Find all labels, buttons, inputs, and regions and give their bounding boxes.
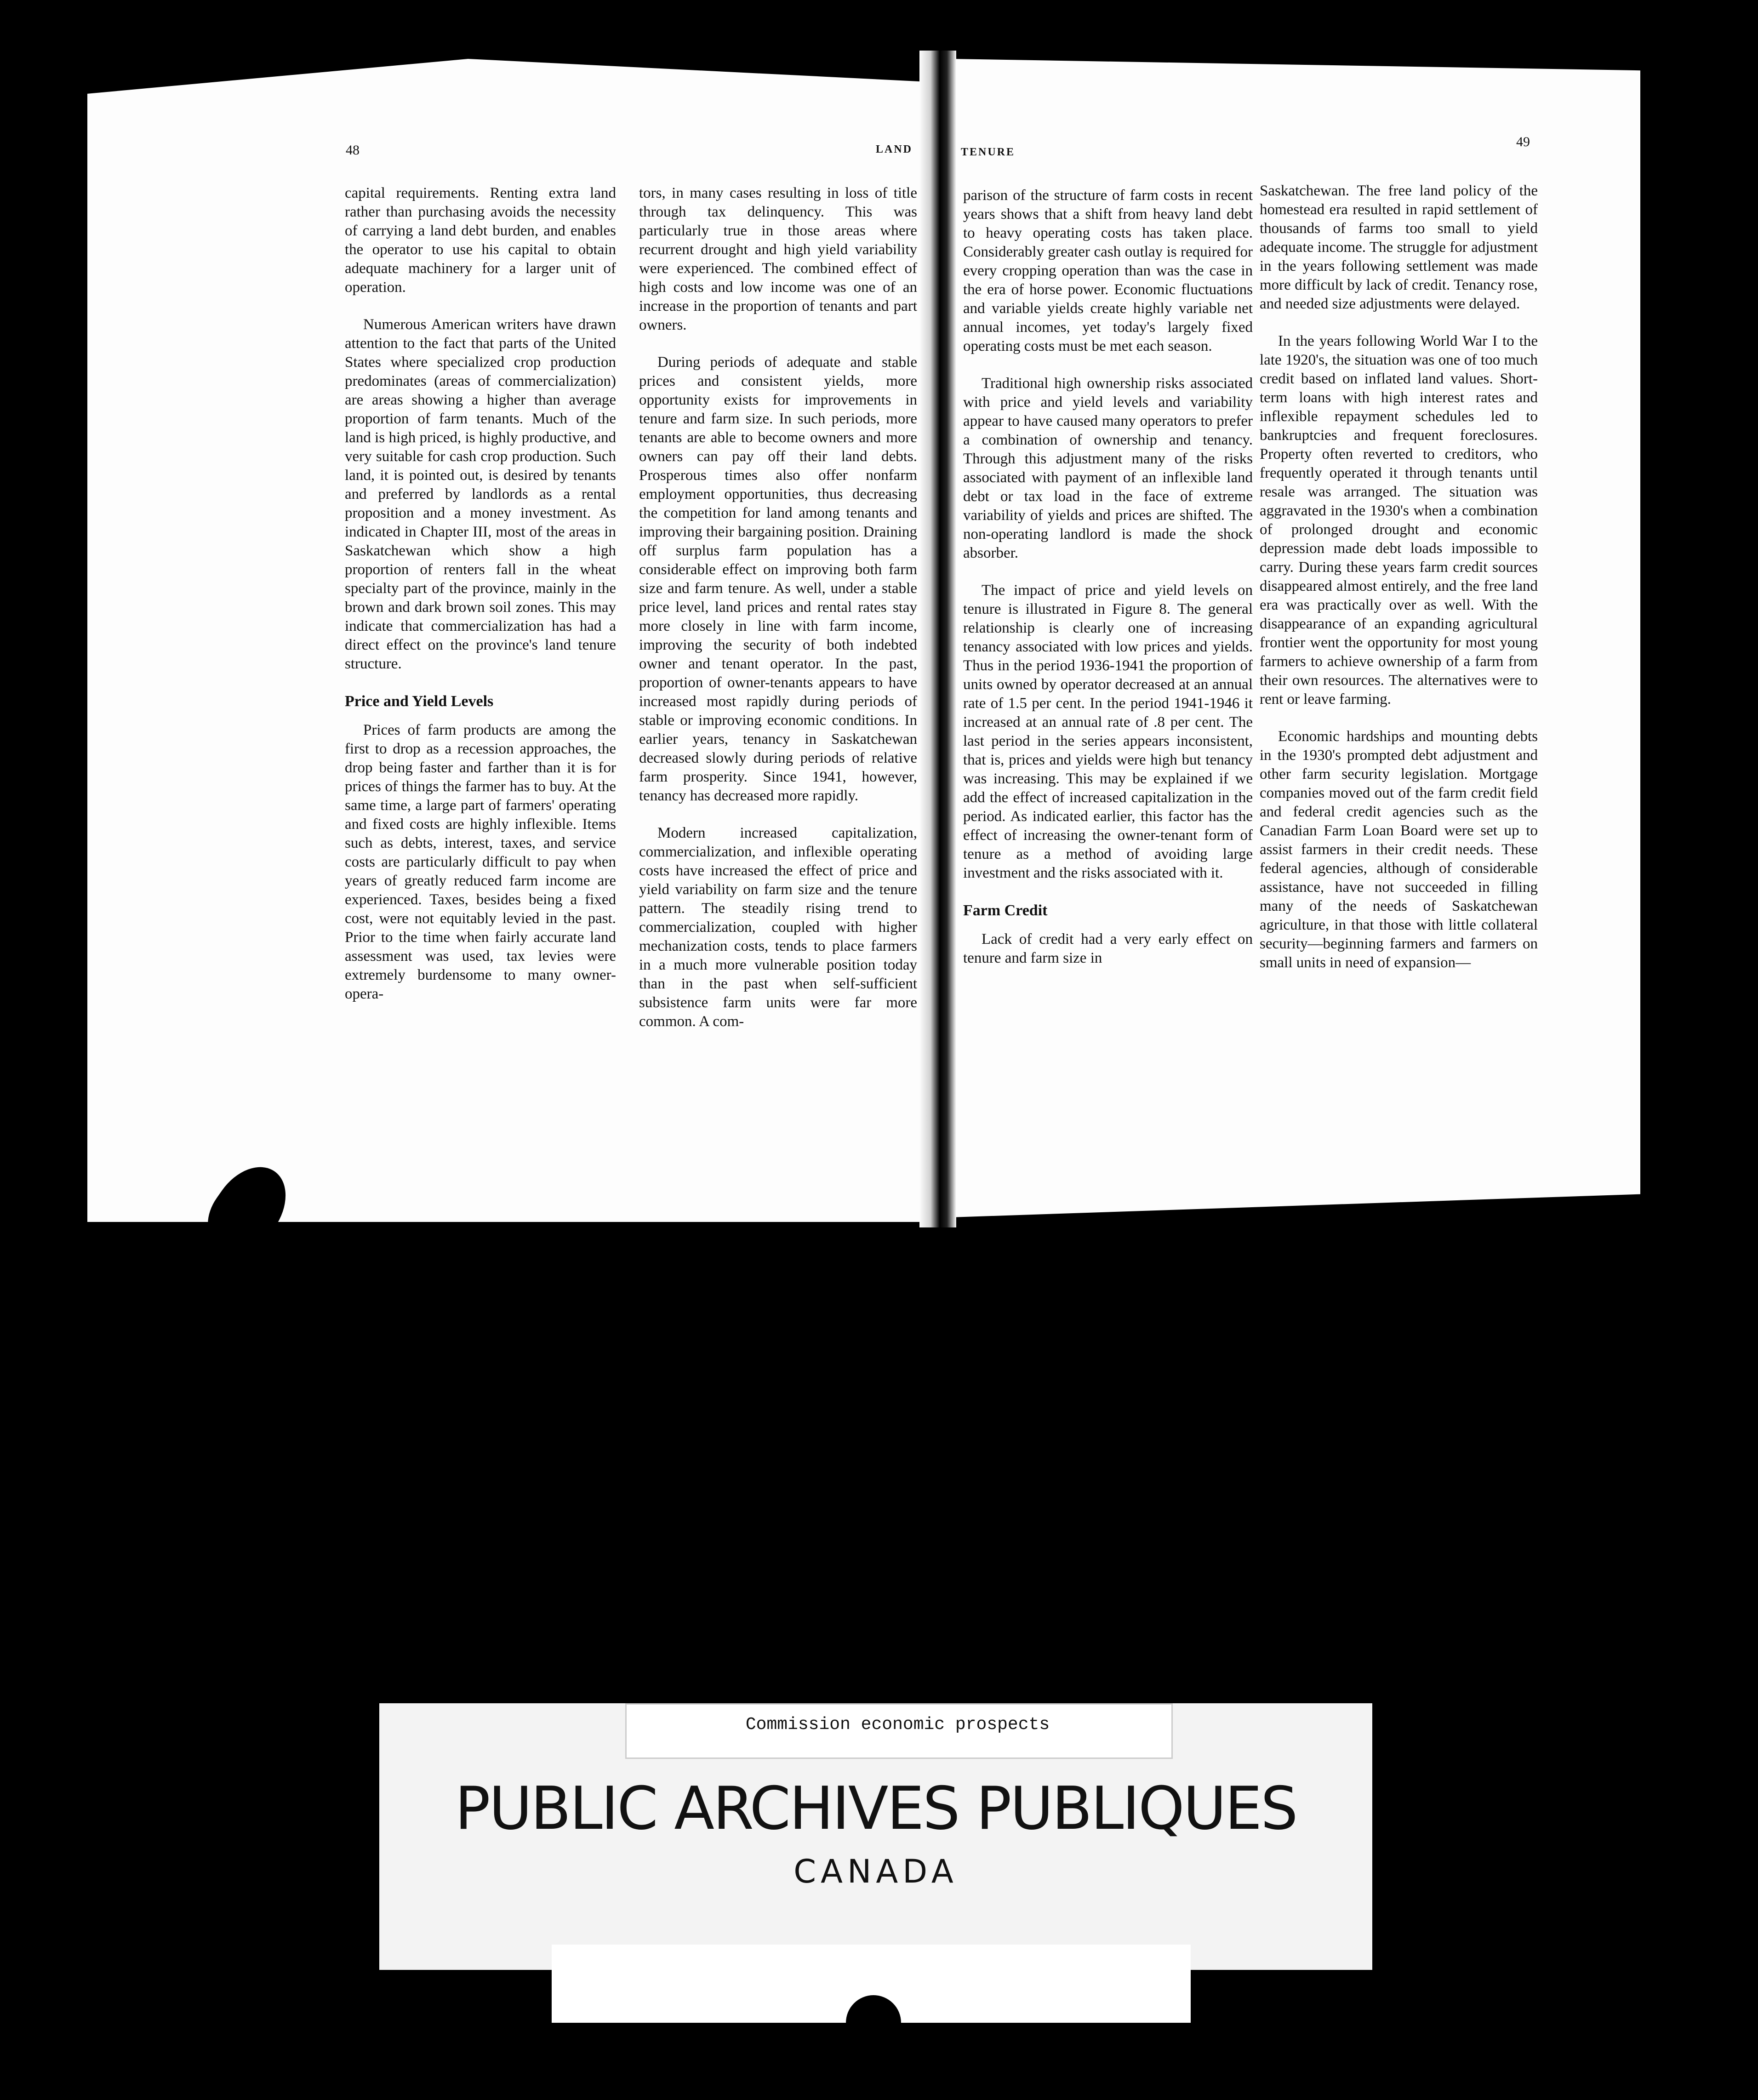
right-column-1 — [963, 186, 1253, 986]
paragraph: The impact of price and yield levels on tenure is illustrated in Figure 8. The general relationship is clearly one of increasing tenancy associated with low prices and yields. Thus in the period 1936-1941 the proportion of units owned by operator decreased at an annual rate of 1.5 per cent. In the period 1941-1946 it increased at an annual rate of .8 per cent. The last period in the series appears inconsistent, that is, prices and yields were high but tenancy was increasing. This may be explained if we add the effect of increased capitalization in the period. As indicated earlier, this factor has the effect of increasing the owner-tenant form of tenure as a method of avoiding large investment and the risks associated with it. — [963, 582, 1253, 881]
section-heading: Farm Credit — [963, 902, 1048, 919]
right-column-2 — [1260, 182, 1538, 991]
page-number-left: 48 — [346, 143, 360, 158]
paragraph: Modern increased capitalization, commercialization, and inflexible operating costs have increased the effect of price and yield variability on farm size and the tenure pattern. The steadily rising trend to commercialization, coupled with higher mechanization costs, tends to place farmers in a much more vulnerable position today than in the past when self-sufficient subsistence farm units were far more common. A com- — [639, 825, 917, 1030]
paragraph: tors, in many cases resulting in loss of title through tax delinquency. This was particularly true in those areas where recurrent drought and high yield variability were experienced. The combined effect of high costs and low income was one of an increase in the proportion of tenants and part owners. — [639, 185, 917, 333]
section-heading: Price and Yield Levels — [345, 693, 494, 710]
paragraph: Traditional high ownership risks associated with price and yield levels and variability appear to have caused many operators to prefer a combination of ownership and tenancy. Through this adjustment many of the risks associated with payment of an inflexible land debt or tax load in the face of extreme variability of yields and prices are shifted. The non-operating landlord is made the shock absorber. — [963, 375, 1253, 561]
stamp-title: PUBLIC ARCHIVES PUBLIQUES — [455, 1775, 1297, 1843]
running-head-left: LAND — [876, 143, 913, 155]
stamp-subtitle: CANADA — [793, 1853, 958, 1890]
stamp-caption: Commission economic prospects — [745, 1715, 1050, 1735]
stamp-punch-hole — [846, 1995, 901, 2050]
book-gutter — [919, 51, 956, 1227]
paragraph: Lack of credit had a very early effect on tenure and farm size in — [963, 931, 1253, 966]
left-column-1 — [345, 184, 616, 1022]
paragraph: capital requirements. Renting extra land rather than purchasing avoids the necessity of carrying a land debt burden, and enables the operator to use his capital to obtain adequate machinery for a larger unit of operation. — [345, 185, 616, 296]
paragraph: Prices of farm products are among the first to drop as a recession approaches, the drop being faster and farther than it is for prices of things the farmer has to buy. At the same time, a large part of farmers' operating and fixed costs are highly inflexible. Items such as debts, interest, taxes, and service costs are particularly difficult to pay when years of greatly reduced farm income are experienced. Taxes, besides being a fixed cost, were not equitably levied in the past. Prior to the time when fairly accurate land assessment was used, tax levies were extremely burdensome to many owner-opera- — [345, 722, 616, 1002]
paragraph: parison of the structure of farm costs in recent years shows that a shift from heavy land debt to heavy operating costs has taken place. Considerably greater cash outlay is required for every cropping operation than was the case in the era of horse power. Economic fluctuations and variable yields create highly variable net annual incomes, yet today's largely fixed operating costs must be met each season. — [963, 187, 1253, 354]
paragraph: Economic hardships and mounting debts in the 1930's prompted debt adjustment and other farm security legislation. Mortgage companies moved out of the farm credit field and federal credit agencies such as the Canadian Farm Loan Board were set up to assist farmers in their credit needs. These federal agencies, although of considerable assistance, have not succeeded in filling many of the needs of Saskatchewan agriculture, in that those with little collateral security—beginning farmers and farmers on small units in need of expansion— — [1260, 728, 1538, 971]
left-column-2 — [639, 184, 917, 1050]
page-number-right: 49 — [1516, 134, 1530, 149]
paragraph: Numerous American writers have drawn attention to the fact that parts of the United States where specialized crop production predominates (areas of commercialization) are areas showing a higher than average proportion of farm tenants. Much of the land is high priced, is highly productive, and very suitable for cash crop production. Such land, it is pointed out, is desired by tenants and preferred by landlords as a rental proposition and a money investment. As indicated in Chapter III, most of the areas in Saskatchewan which show a high proportion of renters fall in the wheat specialty part of the province, mainly in the brown and dark brown soil zones. This may indicate that commercialization has had a direct effect on the province's land tenure structure. — [345, 316, 616, 672]
paragraph: Saskatchewan. The free land policy of the homestead era resulted in rapid settlement of thousands of farms too small to yield adequate income. The struggle for adjustment in the years following settlement was made more difficult by lack of credit. Tenancy rose, and needed size adjustments were delayed. — [1260, 183, 1538, 312]
paragraph: In the years following World War I to the late 1920's, the situation was one of too much credit based on inflated land values. Short-term loans with high interest rates and inflexible repayment schedules led to bankruptcies and frequent foreclosures. Property often reverted to creditors, who frequently operated it through tenants until resale was arranged. The situation was aggravated in the 1930's when a combination of prolonged drought and economic depression made debt loads impossible to carry. During these years farm credit sources disappeared almost entirely, and the free land era was practically over as well. With the disappearance of an expanding agricultural frontier went the opportunity for most young farmers to achieve ownership of a farm from their own resources. The alternatives were to rent or leave farming. — [1260, 333, 1538, 708]
running-head-right: TENURE — [961, 146, 1016, 158]
paragraph: During periods of adequate and stable prices and consistent yields, more opportunity exists for improvements in tenure and farm size. In such periods, more tenants are able to become owners and more owners can pay off their land debts. Prosperous times also offer nonfarm employment opportunities, thus decreasing the competition for land among tenants and improving their bargaining position. Draining off surplus farm population has a considerable effect on improving both farm size and farm tenure. As well, under a stable price level, land prices and rental rates stay more closely in line with farm income, improving the security of both indebted owner and tenant operator. In the past, proportion of owner-tenants appears to have increased most rapidly during periods of stable or improving economic conditions. In earlier years, tenancy in Saskatchewan decreased slowly during periods of relative farm prosperity. Since 1941, however, tenancy has decreased more rapidly. — [639, 354, 917, 804]
